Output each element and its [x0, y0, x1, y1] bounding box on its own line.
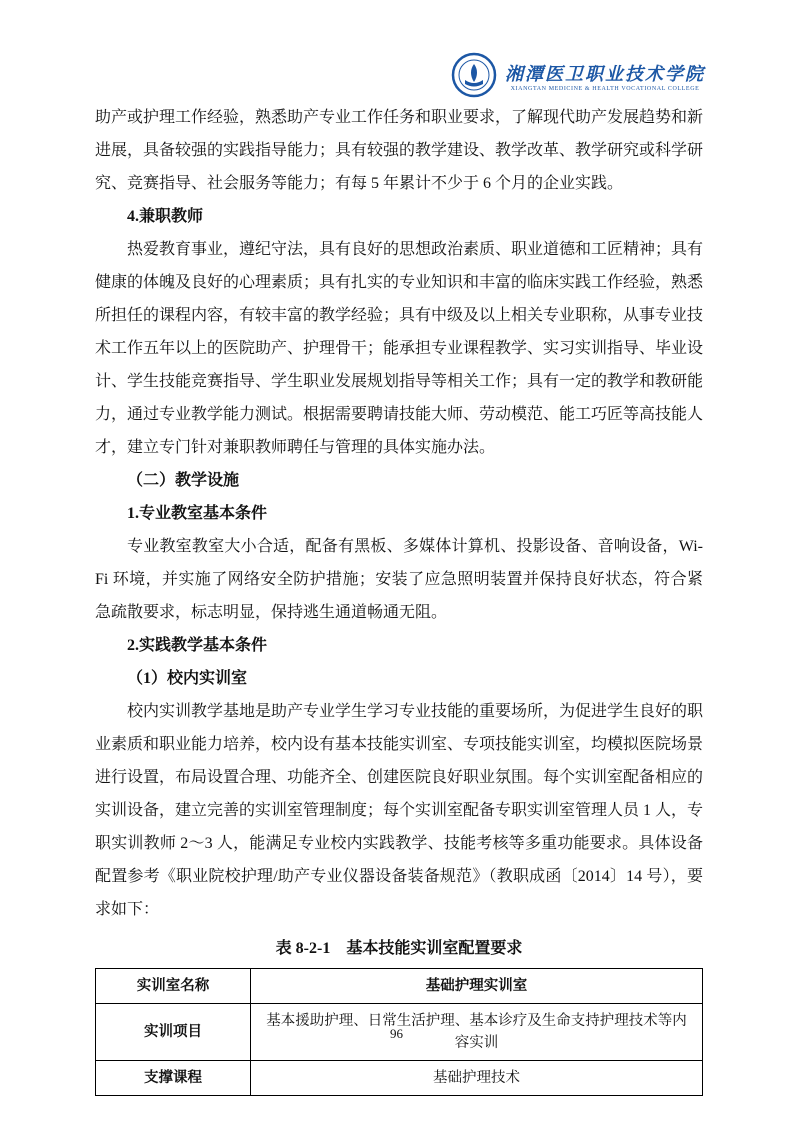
paragraph: 助产或护理工作经验，熟悉助产专业工作任务和职业要求，了解现代助产发展趋势和新进展，具备较强的实践指导能力；具有较强的教学建设、教学改革、教学研究或科学研究、竞赛指导、社会服务等能力；有每 5 年累计不少于 6 个月的企业实践。 [95, 109, 704, 192]
college-name-zh: 湘潭医卫职业技术学院 [505, 63, 705, 84]
section-heading: 4.兼职教师 [127, 208, 204, 225]
table-row-label: 支撑课程 [96, 1061, 251, 1096]
section-heading: （1）校内实训室 [127, 670, 248, 687]
college-logo [451, 52, 705, 103]
paragraph: 专业教室教室大小合适，配备有黑板、多媒体计算机、投影设备、音响设备，Wi-Fi 环境，并实施了网络安全防护措施；安装了应急照明装置并保持良好状态，符合紧急疏散要求，标志明显，保持逃生通道畅通无阻。 [95, 538, 703, 621]
table-caption: 表 8-2-1 基本技能实训室配置要求 [275, 940, 523, 957]
table-row [96, 1061, 703, 1096]
section-heading: 1.专业教室基本条件 [127, 505, 268, 522]
table-row-value: 基本援助护理、日常生活护理、基本诊疗及生命支持护理技术等内容实训 [251, 1004, 703, 1061]
table-row-value: 基础护理实训室 [251, 969, 703, 1004]
paragraph: 校内实训教学基地是助产专业学生学习专业技能的重要场所，为促进学生良好的职业素质和职业能力培养，校内设有基本技能实训室、专项技能实训室，均模拟医院场景进行设置，布局设置合理、功能齐全、创建医院良好职业氛围。每个实训室配备相应的实训设备，建立完善的实训室管理制度；每个实训室配备专职实训室管理人员 1 人，专职实训教师 2～3 人，能满足专业校内实践教学、技能考核等多重功能要求。具体设备配置参考《职业院校护理/助产专业仪器设备装备规范》（教职成函〔2014〕14 号），要求如下： [95, 703, 704, 918]
table-row-label: 实训项目 [96, 1004, 251, 1061]
college-logo-icon [451, 52, 497, 103]
table-row-value: 基础护理技术 [251, 1061, 703, 1096]
college-name-en: XIANGTAN MEDICINE & HEALTH VOCATIONAL COLLEGE [510, 85, 700, 92]
college-logo-text [505, 64, 705, 92]
section-heading: 2.实践教学基本条件 [127, 637, 268, 654]
document-body [95, 101, 703, 1096]
paragraph: 热爱教育事业，遵纪守法，具有良好的思想政治素质、职业道德和工匠精神；具有健康的体魄及良好的心理素质；具有扎实的专业知识和丰富的临床实践工作经验，熟悉所担任的课程内容，有较丰富的教学经验；具有中级及以上相关专业职称，从事专业技术工作五年以上的医院助产、护理骨干；能承担专业课程教学、实习实训指导、毕业设计、学生技能竞赛指导、学生职业发展规划指导等相关工作；具有一定的教学和教研能力，通过专业教学能力测试。根据需要聘请技能大师、劳动模范、能工巧匠等高技能人才，建立专门针对兼职教师聘任与管理的具体实施办法。 [95, 241, 704, 456]
page-number: 96 [390, 1026, 403, 1041]
table-row [96, 969, 703, 1004]
section-heading: （二）教学设施 [127, 472, 240, 489]
table-row-label: 实训室名称 [96, 969, 251, 1004]
